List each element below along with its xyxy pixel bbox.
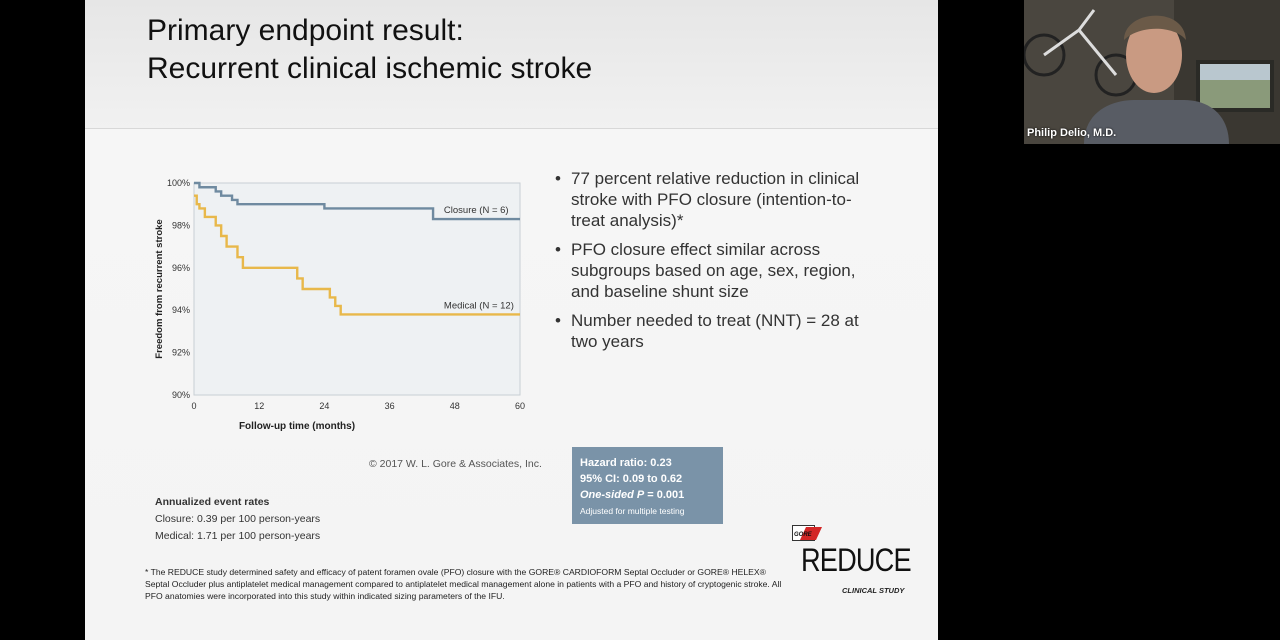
webcam-scene <box>1024 0 1280 144</box>
x-axis-label: Follow-up time (months) <box>238 421 356 432</box>
closure-legend-label: Closure (N = 6) <box>443 205 509 217</box>
participant-video-tile[interactable] <box>1024 0 1280 144</box>
bullet-item <box>555 239 865 302</box>
hazard-ratio-box <box>572 447 723 524</box>
bullet-item <box>555 310 865 352</box>
y-tick-label: 100% <box>166 178 190 188</box>
gore-mark-text: GORE <box>794 532 812 538</box>
adjusted-note: Adjusted for multiple testing <box>580 506 685 516</box>
bullet-text: PFO closure effect similar across subgroups based on age, sex, region, and baseline shunt size <box>571 240 856 301</box>
y-axis-label: Freedom from recurrent stroke <box>154 219 165 359</box>
reduce-logo <box>791 524 911 599</box>
participant-name: Philip Delio, M.D. <box>1027 127 1117 139</box>
presentation-slide <box>85 0 938 640</box>
slide-title-line-1: Primary endpoint result: <box>147 14 464 47</box>
kaplan-meier-chart <box>150 175 550 475</box>
y-tick-label: 92% <box>171 347 190 358</box>
x-tick-label: 24 <box>319 401 330 411</box>
y-tick-label: 98% <box>171 220 190 231</box>
bullet-text: Number needed to treat (NNT) = 28 at two years <box>571 311 859 351</box>
hazard-ratio: Hazard ratio: 0.23 <box>580 457 672 469</box>
y-tick-label: 96% <box>171 262 190 273</box>
footnote: * The REDUCE study determined safety and efficacy of patent foramen ovale (PFO) closure with the GORE® CARDIOFORM Septal Occluder or GORE® HELEX® Septal Occluder plus antiplatelet medical management compared to antiplatelet medical management alone in patients with a PFO and history of cryptogenic stroke. All PFO anatomies were incorporated into this study within indicated sizing parameters of the IFU. <box>145 567 782 601</box>
x-tick-label: 48 <box>449 401 460 411</box>
rates-heading: Annualized event rates <box>155 496 270 508</box>
bullet-list <box>555 168 865 360</box>
p-value-line <box>580 487 723 503</box>
bullet-dot: • <box>555 240 561 259</box>
copyright: © 2017 W. L. Gore & Associates, Inc. <box>369 458 542 470</box>
medical-rate: Medical: 1.71 per 100 person-years <box>155 530 321 542</box>
title-band <box>85 0 938 129</box>
confidence-interval: 95% CI: 0.09 to 0.62 <box>580 473 683 485</box>
logo-word: REDUCE <box>801 542 911 578</box>
logo-subtitle: CLINICAL STUDY <box>842 586 905 595</box>
bullet-text: 77 percent relative reduction in clinical stroke with PFO closure (intention-to-treat analysis)* <box>571 169 860 230</box>
p-value-label: One-sided P <box>580 489 645 501</box>
x-tick-label: 36 <box>384 401 395 411</box>
gore-mark-icon <box>792 525 822 541</box>
bullet-item <box>555 168 865 231</box>
annualized-rates <box>155 494 320 545</box>
p-value: = 0.001 <box>644 489 685 501</box>
x-tick-label: 60 <box>514 401 526 411</box>
bullet-dot: • <box>555 311 561 330</box>
y-tick-label: 94% <box>171 305 190 316</box>
bullet-dot: • <box>555 169 561 188</box>
closure-rate: Closure: 0.39 per 100 person-years <box>155 513 321 525</box>
slide-title-line-2: Recurrent clinical ischemic stroke <box>147 52 593 85</box>
x-tick-label: 0 <box>191 401 197 411</box>
x-tick-label: 12 <box>254 401 265 411</box>
y-tick-label: 90% <box>171 390 190 400</box>
medical-legend-label: Medical (N = 12) <box>443 300 514 312</box>
